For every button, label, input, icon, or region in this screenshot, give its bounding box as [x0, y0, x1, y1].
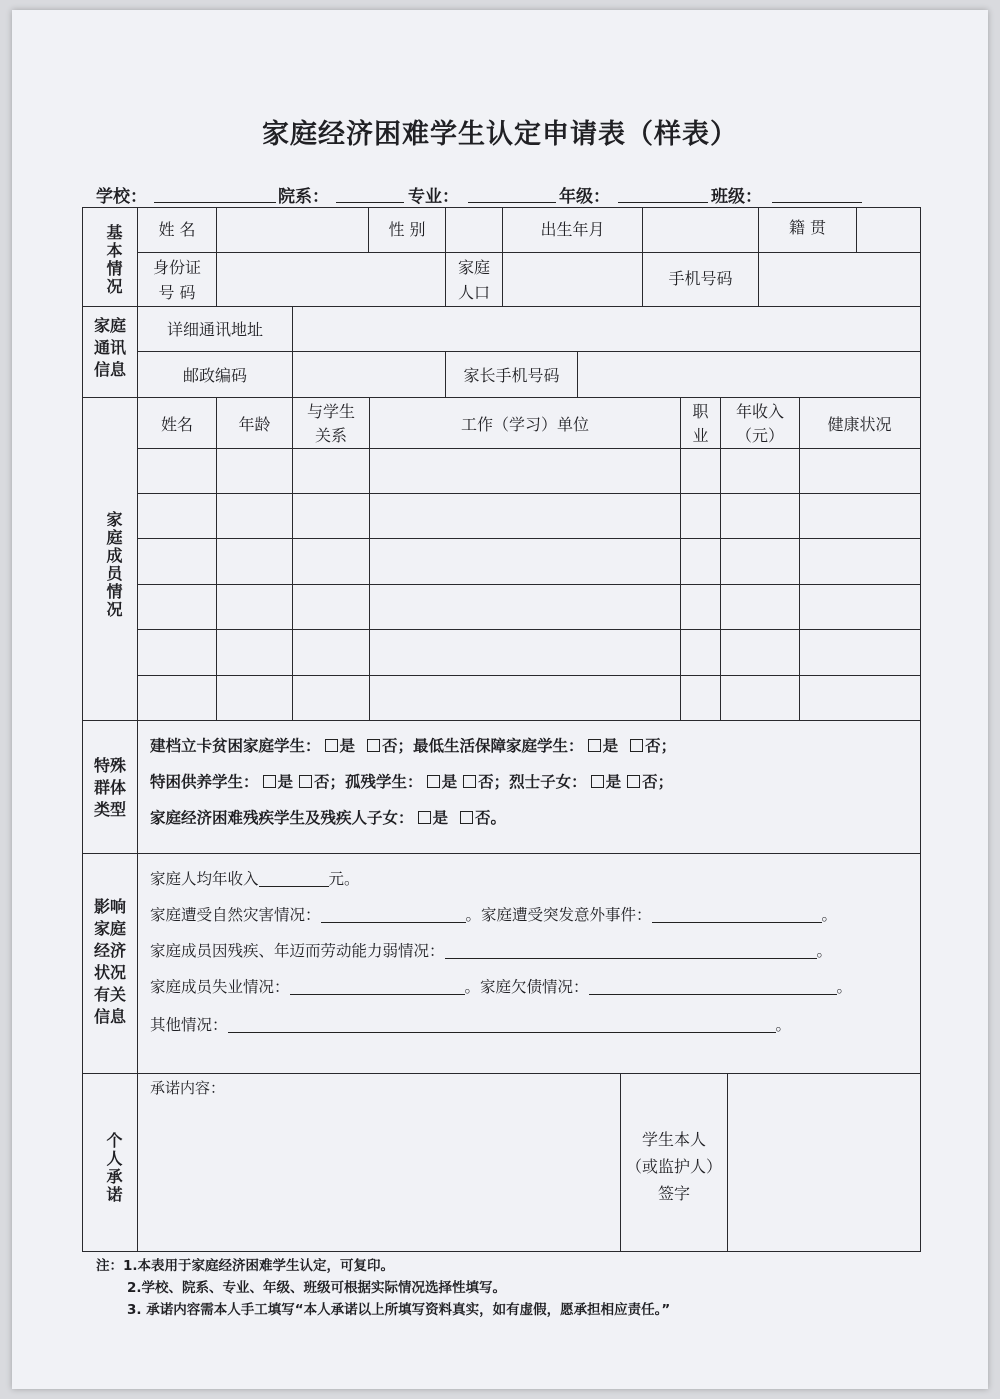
form-notes [96, 1255, 670, 1321]
yes-option: 是 [432, 808, 449, 827]
other-situation-blank[interactable] [228, 1016, 776, 1033]
period: 。 [490, 808, 507, 827]
registered-poverty-no-checkbox[interactable] [367, 739, 380, 752]
period: 。 [775, 1016, 792, 1034]
major-label: 专业： [408, 187, 459, 207]
member-name-header: 姓名 [160, 415, 193, 434]
orphan-disabled-label: ；孤残学生： [329, 772, 423, 791]
special-group-line-2 [150, 771, 673, 793]
unemployment-label: 家庭成员失业情况： [150, 978, 290, 996]
mobile-number-label: 手机号码 [668, 269, 733, 288]
id-number-label-line2: 号 码 [158, 283, 196, 302]
mobile-number-input[interactable] [760, 258, 918, 302]
disability-aging-line [150, 940, 832, 962]
contact-section-label [84, 315, 136, 381]
disaster-line [150, 904, 837, 926]
basic-info-section-label: 基本情况 [104, 224, 123, 296]
accident-blank[interactable] [652, 906, 822, 923]
grid-line [216, 397, 217, 721]
section-divider [82, 853, 921, 854]
economic-factors-section-label-line: 影响 [93, 897, 126, 916]
period: 。 [821, 906, 838, 924]
members-header-divider [137, 448, 921, 449]
signature-label-line: 签字 [657, 1184, 690, 1203]
signature-label [620, 1126, 728, 1207]
signature-area[interactable] [730, 1078, 918, 1246]
contact-section-label-line: 信息 [93, 360, 126, 379]
section-divider [82, 1073, 921, 1074]
unemployment-blank[interactable] [290, 978, 465, 995]
id-number-label-line1: 身份证 [152, 258, 201, 277]
minimum-living-no-checkbox[interactable] [630, 739, 643, 752]
natural-disaster-blank[interactable] [321, 906, 466, 923]
members-row-divider [137, 538, 921, 539]
id-number-input[interactable] [218, 258, 442, 302]
native-place-label: 籍 贯 [788, 218, 827, 237]
school-label: 学校： [96, 187, 147, 207]
disability-aging-label: 家庭成员因残疾、年迈而劳动能力弱情况： [150, 942, 445, 960]
separator: ； [657, 772, 674, 791]
form-title: 家庭经济困难学生认定申请表（样表） [262, 119, 738, 150]
no-option: 否 [478, 772, 494, 791]
yes-option: 是 [339, 736, 356, 755]
disabled-students-label: 家庭经济困难残疾学生及残疾人子女： [150, 808, 414, 827]
no-option: 否 [642, 772, 658, 791]
debt-blank[interactable] [589, 978, 837, 995]
note-3: 3. 承诺内容需本人手工填写“本人承诺以上所填写资料真实，如有虚假，愿承担相应责任。” [127, 1302, 671, 1318]
income-per-capita-line [150, 868, 360, 890]
accident-label: 。家庭遭受突发意外事件： [465, 906, 652, 924]
disabled-students-no-checkbox[interactable] [460, 811, 473, 824]
household-size-label-line2: 人口 [457, 283, 490, 302]
special-group-section-label [84, 755, 136, 821]
natural-disaster-label: 家庭遭受自然灾害情况： [150, 906, 321, 924]
gender-label: 性 别 [388, 220, 426, 239]
yes-option: 是 [277, 772, 294, 791]
member-health-header: 健康状况 [827, 415, 892, 434]
martyr-children-label: ；烈士子女： [493, 772, 587, 791]
special-group-section-label-line: 群体 [93, 778, 126, 797]
economic-factors-section-label-line: 信息 [93, 1007, 126, 1026]
income-unit: 元。 [328, 870, 360, 888]
income-per-capita-label: 家庭人均年收入 [150, 870, 259, 888]
note-2: 2.学校、院系、专业、年级、班级可根据实际情况选择性填写。 [127, 1280, 507, 1296]
no-option: 否 [475, 808, 491, 827]
section-column-divider [137, 207, 138, 1252]
special-group-line-3 [150, 807, 506, 829]
member-income-header-line1: 年收入 [735, 402, 784, 421]
birth-date-input[interactable] [644, 214, 756, 250]
disabled-students-yes-checkbox[interactable] [418, 811, 431, 824]
period: 。 [816, 942, 833, 960]
members-row-divider [137, 493, 921, 494]
name-label: 姓 名 [158, 220, 196, 239]
debt-label: 。家庭欠债情况： [464, 978, 589, 996]
department-label: 院系： [278, 187, 329, 207]
other-situation-line [150, 1014, 791, 1036]
parent-phone-input[interactable] [579, 356, 917, 394]
member-age-header: 年龄 [238, 415, 271, 434]
minimum-living-yes-checkbox[interactable] [588, 739, 601, 752]
special-group-section-label-line: 特殊 [93, 756, 126, 775]
no-option: 否 [645, 736, 661, 755]
extreme-poverty-label: 特困供养学生： [150, 772, 259, 791]
yes-option: 是 [602, 736, 619, 755]
birth-date-label: 出生年月 [540, 220, 605, 239]
members-row-divider [137, 675, 921, 676]
minimum-living-label: ；最低生活保障家庭学生： [397, 736, 584, 755]
economic-factors-section-label-line: 有关 [93, 985, 126, 1004]
native-place-input[interactable] [858, 214, 918, 250]
postcode-input[interactable] [294, 356, 442, 394]
section-divider [82, 397, 921, 398]
promise-content-label: 承诺内容： [150, 1079, 226, 1097]
other-situation-label: 其他情况： [150, 1016, 228, 1034]
orphan-disabled-yes-checkbox[interactable] [427, 775, 440, 788]
member-relation-header-line2: 关系 [314, 426, 347, 445]
contact-row-divider [137, 351, 921, 352]
period: 。 [836, 978, 853, 996]
signature-label-line: （或监护人） [625, 1157, 722, 1176]
separator: ； [660, 736, 677, 755]
contact-section-label-line: 通讯 [93, 338, 126, 357]
table-border-right [920, 207, 921, 1252]
members-row-divider [137, 584, 921, 585]
disability-aging-blank[interactable] [445, 942, 817, 959]
registered-poverty-yes-checkbox[interactable] [325, 739, 338, 752]
registered-poverty-label: 建档立卡贫困家庭学生： [150, 736, 321, 755]
class-label: 班级： [711, 187, 762, 207]
members-section-label: 家庭成员情况 [104, 511, 123, 619]
yes-option: 是 [441, 772, 458, 791]
economic-factors-section-label-line: 家庭 [93, 919, 126, 938]
household-size-input[interactable] [504, 258, 640, 302]
gender-input[interactable] [447, 214, 501, 250]
basic-row-divider [137, 252, 921, 253]
grade-label: 年级： [559, 187, 610, 207]
promise-section-label: 个人承诺 [104, 1132, 123, 1204]
contact-section-label-line: 家庭 [93, 316, 126, 335]
member-income-header-line2: （元） [735, 426, 784, 445]
postcode-label: 邮政编码 [182, 366, 247, 385]
table-border-bottom [82, 1251, 921, 1252]
section-divider [82, 720, 921, 721]
address-label: 详细通讯地址 [166, 320, 263, 339]
martyr-children-no-checkbox[interactable] [627, 775, 640, 788]
address-input[interactable] [294, 312, 918, 348]
member-unit-header: 工作（学习）单位 [460, 415, 589, 434]
name-input[interactable] [218, 214, 366, 250]
income-per-capita-blank[interactable] [259, 870, 329, 887]
promise-content-area[interactable] [142, 1100, 616, 1246]
member-job-header-line1: 职 [692, 402, 709, 421]
no-option: 否 [382, 736, 398, 755]
parent-phone-label: 家长手机号码 [463, 366, 560, 385]
economic-factors-section-label [84, 896, 136, 1028]
yes-option: 是 [605, 772, 622, 791]
special-group-line-1 [150, 735, 676, 757]
special-group-section-label-line: 类型 [93, 800, 126, 819]
member-job-header-line2: 业 [692, 426, 709, 445]
economic-factors-section-label-line: 经济 [93, 941, 126, 960]
note-1: 注：1.本表用于家庭经济困难学生认定，可复印。 [96, 1258, 395, 1274]
extreme-poverty-no-checkbox[interactable] [299, 775, 312, 788]
members-row-divider [137, 629, 921, 630]
economic-factors-section-label-line: 状况 [93, 963, 126, 982]
martyr-children-yes-checkbox[interactable] [591, 775, 604, 788]
unemployment-debt-line [150, 976, 852, 998]
household-size-label-line1: 家庭 [457, 258, 490, 277]
orphan-disabled-no-checkbox[interactable] [463, 775, 476, 788]
no-option: 否 [314, 772, 330, 791]
extreme-poverty-yes-checkbox[interactable] [263, 775, 276, 788]
signature-label-line: 学生本人 [641, 1130, 706, 1149]
member-relation-header-line1: 与学生 [306, 402, 355, 421]
